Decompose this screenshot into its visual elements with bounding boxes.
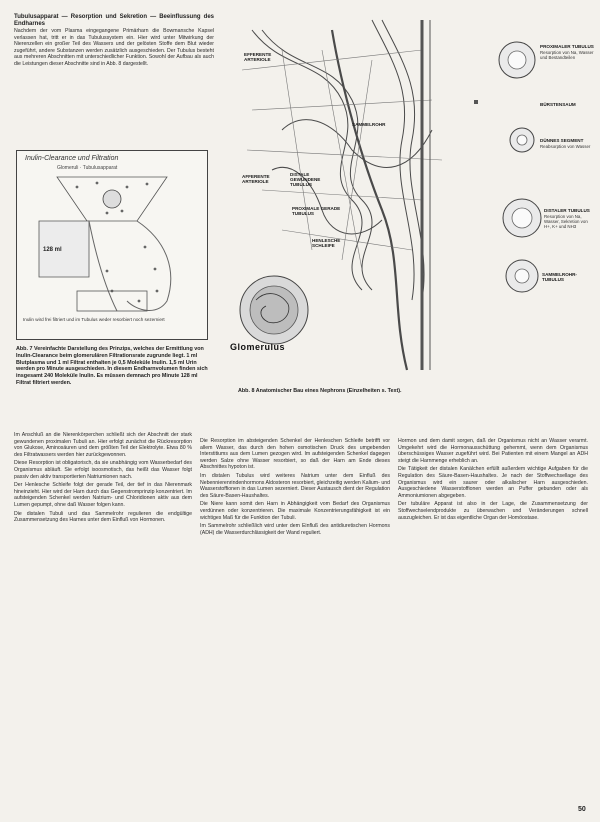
col2-paragraph: Die Niere kann somit den Harn in Abhängigkeit vom Bedarf des Organismus verdünnen oder konzentrieren. Die maximale Konzentrierungsfähigkeit ist ein wichtiges Maß für die Funktion der Tubuli. [200,501,390,521]
col2-paragraph: Die Resorption im absteigenden Schenkel der Henleschen Schleife betrifft vor allem Wasser, das durch den hohen osmotischen Druck des umgebenden Interstitiums aus dem Lumen gezogen wird. Im aufsteigenden Schenkel dagegen werden Salze ohne Wasser resorbiert, so daß der Harn am Ende dieses Abschnittes hypoton ist. [200,438,390,471]
label-henle-loop: HENLESCHE SCHLEIFE [312,238,341,249]
inulin-clearance-figure [16,150,208,340]
figure-8-caption: Abb. 8 Anatomischer Bau eines Nephrons (Einzelheiten s. Text). [238,388,402,394]
label-tubule-4-sub: Resorption von Na, Wasser, Sekretion von H+, K+ und NH3 [544,214,588,230]
label-tubule-2: BÜRSTENSAUM [540,102,576,107]
section-heading: Tubulusapparat — Resorption und Sekretion — Beeinflussung des Endharnes [14,14,214,27]
col1-paragraph: Die distalen Tubuli und das Sammelrohr regulieren die endgültige Zusammensetzung des Harnes unter dem Einfluß von Hormonen. [14,510,192,524]
inulin-figure-subtitle: Glomeruli · Tubulusapparat [57,165,118,171]
col3-paragraph: Der tubuläre Apparat ist also in der Lage, die Zusammensetzung der Stoffwechselendprodukte zu überwachen und Veränderungen schnell auszugleichen. Er ist das eigentliche Organ der Homöostase. [398,501,588,521]
text-column-1 [14,432,192,526]
col1-paragraph: Im Anschluß an die Nierenkörperchen schließt sich der Abschnitt der stark gewundenen proximalen Tubuli an. Hier erfolgt zunächst die Rückresorption von Glukose, Aminosäuren und dem größten Teil der Elektrolyte. Etwa 80 % des Filtratwassers werden hier zurückgewonnen. [14,432,192,458]
nephron-anatomy-figure [222,10,594,390]
label-tubule-3: DÜNNES SEGMENT [540,138,584,143]
col2-paragraph: Im distalen Tubulus wird weiteres Natrium unter dem Einfluß des Nebennierenrindenhormons Aldosteron resorbiert, gleichzeitig werden Kalium- und Wasserstoffionen in das Lumen sezerniert. Dieser Austausch dient der Regulation des Säure-Basen-Haushaltes. [200,472,390,499]
label-tubule-1: PROXIMALER TUBULUS [540,44,594,49]
label-afferent-arteriole: AFFERENTE ARTERIOLE [242,174,270,185]
label-proximal-straight: PROXIMALE GERADE TUBULUS [292,206,341,217]
col3-paragraph: Die Tätigkeit der distalen Kanälchen erfüllt außerdem wichtige Aufgaben für die Regulation des Säure-Basen-Haushaltes. Je nach der Stoffwechsellage des Organismus wird ein saurer oder alkalischer Harn ausgeschieden. Ausgeschiedene Wasserstoffionen werden an Puffer gebunden oder als Ammoniumionen abgegeben. [398,466,588,499]
col3-paragraph: Hormon und dem damit sorgen, daß der Organismus nicht an Wasser verarmt. Umgekehrt wird die Hormonausschüttung gehemmt, wenn dem Organismus überschüssiges Wasser zugeführt wird. Bei Patienten mit einem Mangel an ADH steigt die Harnmenge erheblich an. [398,438,588,464]
label-distal-tubule: DISTALE GEWUNDENE TUBULUS [290,172,321,188]
intro-paragraph: Nachdem der vom Plasma eingegangene Primärharn die Bowmansche Kapsel verlassen hat, tritt er in das Tubulussystem ein. Hier wird unter Mitwirkung der Nierenzellen ein großer Teil des Wassers und der gelösten Stoffe dem Blut wieder zugeführt, andere Substanzen werden zusätzlich ausgeschieden. Der Tubulus besteht aus mehreren Abschnitten mit unterschiedlicher Funktion. Sowohl der Aufbau als auch die Leistungen dieser Abschnitte sind in Abb. 8 dargestellt. [14,28,214,67]
intro-text-block [14,14,214,70]
col2-paragraph: Im Sammelrohr schließlich wird unter dem Einfluß des antidiuretischen Hormons (ADH) die Wasserdurchlässigkeit der Wand reguliert. [200,523,390,536]
label-tubule-5: SAMMELROHR-TUBULUS [542,272,577,283]
nephron-illustration [222,10,594,390]
text-column-3 [398,438,588,523]
label-efferent-arteriole: EFFERENTE ARTERIOLE [244,52,272,63]
inulin-figure-footer: Inulin wird frei filtriert und im Tubulus weder resorbiert noch sezerniert [23,317,165,322]
label-tubule-3-sub: Reabsorption von Wasser [540,144,591,149]
label-tubule-4: DISTALER TUBULUS [544,208,590,213]
figure-7-caption: Abb. 7 Vereinfachte Darstellung des Prinzips, welches der Ermittlung von Inulin-Clearance beim glomerulären Filtrationsrate zugrunde liegt. 1 ml Blutplasma und 1 ml Filtrat enthalten je 0,5 Moleküle Inulin. 1,5 ml Urin werden pro Minute ausgeschieden. In diesem Endharnvolumen finden sich insgesamt 240 Moleküle Inulin. Es müssen demnach pro Minute 128 ml Filtrat filtriert werden. [16,346,208,386]
col1-paragraph: Diese Resorption ist obligatorisch, da sie unabhängig vom Wasserbedarf des Organismus abläuft. Sie erfolgt isoosmotisch, das heißt das Wasser folgt passiv den aktiv transportierten Natriumionen nach. [14,460,192,480]
label-collecting-duct: SAMMELROHR [352,122,386,127]
col1-paragraph: Der Henlesche Schleife folgt der gerade Teil, der tief in das Nierenmark hineinzieht. Hier wird der Harn durch das Gegenstromprinzip konzentriert. Im aufsteigenden Schenkel werden Natrium- und Chloridionen aktiv aus dem Lumen gepumpt, ohne daß Wasser folgen kann. [14,482,192,508]
page-number: 50 [578,806,586,813]
text-column-2 [200,438,390,538]
inulin-diagram [17,151,207,339]
inulin-figure-title: Inulin-Clearance und Filtration [25,155,119,162]
inulin-value-label: 128 ml [43,247,62,253]
label-tubule-1-sub: Resorption von Na, Wasser und Bestandteilen [540,50,594,61]
label-glomerulus: Glomerulus [230,342,286,352]
